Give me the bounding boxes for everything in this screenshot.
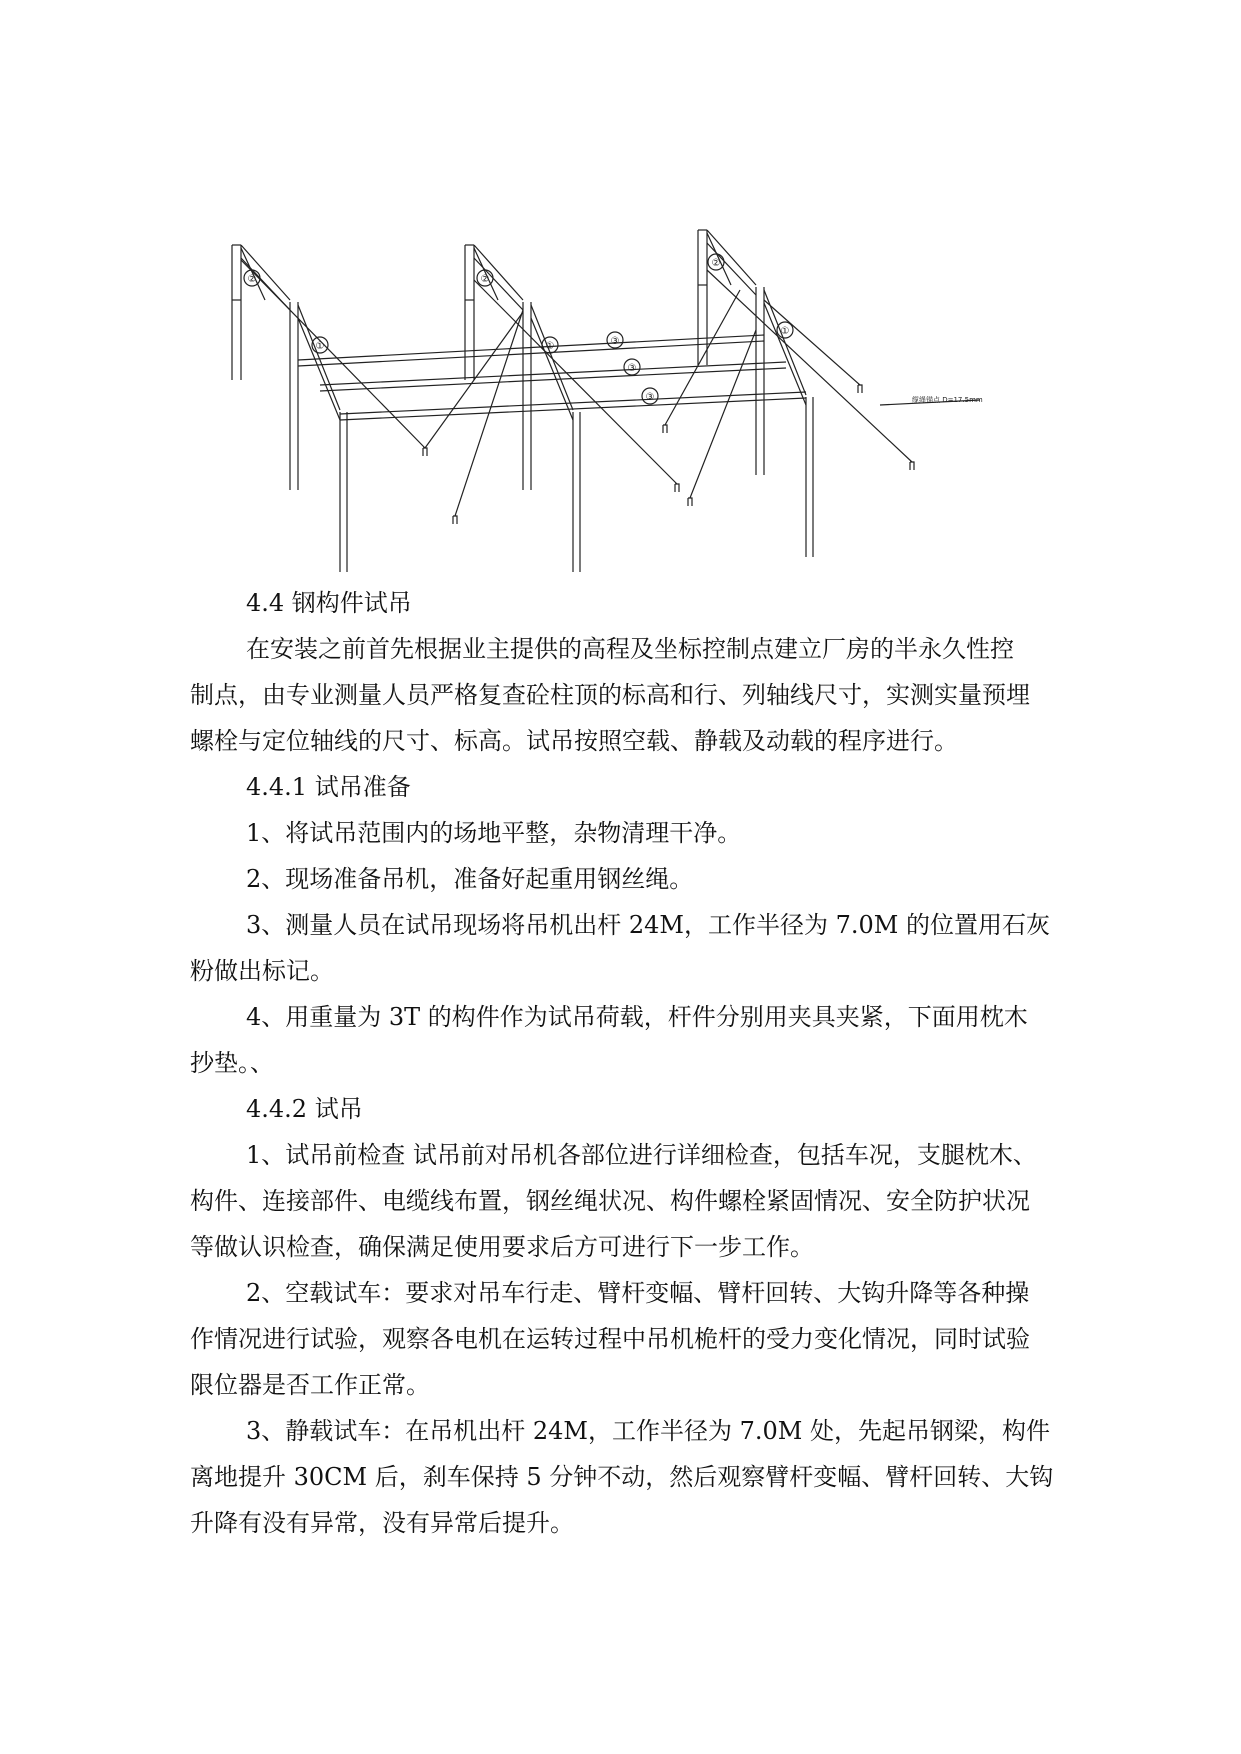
steel-frame-drawing xyxy=(0,0,1241,600)
list-item-continuation: 构件、连接部件、电缆线布置，钢丝绳状况、构件螺栓紧固情况、安全防护状况 xyxy=(190,1187,1030,1215)
list-item: 4、用重量为 3T 的构件作为试吊荷载，杆件分别用夹具夹紧，下面用枕木 xyxy=(246,1003,1028,1031)
circle-label: ① xyxy=(545,341,555,352)
list-item-continuation: 离地提升 30CM 后，刹车保持 5 分钟不动，然后观察臂杆变幅、臂杆回转、大钩 xyxy=(190,1463,1054,1491)
section-heading-4-4-2: 4.4.2 试吊 xyxy=(246,1095,363,1123)
list-item: 2、现场准备吊机，准备好起重用钢丝绳。 xyxy=(246,865,694,893)
circle-label: ① xyxy=(315,341,325,352)
list-item-continuation: 粉做出标记。 xyxy=(190,957,334,985)
circle-label: ③ xyxy=(645,392,655,403)
list-item-continuation: 抄垫。、 xyxy=(190,1049,274,1077)
list-item-continuation: 作情况进行试验，观察各电机在运转过程中吊机桅杆的受力变化情况，同时试验 xyxy=(190,1325,1030,1353)
section-heading-4-4-1: 4.4.1 试吊准备 xyxy=(246,773,411,801)
circle-label: ② xyxy=(480,274,490,285)
section-heading-4-4: 4.4 钢构件试吊 xyxy=(246,589,412,617)
circle-label: ③ xyxy=(627,363,637,374)
paragraph-line: 螺栓与定位轴线的尺寸、标高。试吊按照空载、静载及动载的程序进行。 xyxy=(190,727,958,755)
frame-1 xyxy=(232,245,347,572)
anchor-hooks xyxy=(423,385,914,524)
circle-label: ② xyxy=(711,258,721,269)
leader-label: 缆绳锚点 D=17.5mm xyxy=(912,396,983,404)
circle-label: ③ xyxy=(610,336,620,347)
guy-wires xyxy=(241,260,980,516)
list-item-continuation: 限位器是否工作正常。 xyxy=(190,1371,430,1399)
list-item: 1、试吊前检查 试吊前对吊机各部位进行详细检查，包括车况，支腿枕木、 xyxy=(246,1141,1037,1169)
circle-label: ② xyxy=(247,274,257,285)
list-item: 1、将试吊范围内的场地平整，杂物清理干净。 xyxy=(246,819,742,847)
paragraph-line: 制点，由专业测量人员严格复查砼柱顶的标高和行、列轴线尺寸，实测实量预埋 xyxy=(190,681,1030,709)
list-item: 3、测量人员在试吊现场将吊机出杆 24M，工作半径为 7.0M 的位置用石灰 xyxy=(246,911,1051,939)
list-item-continuation: 升降有没有异常，没有异常后提升。 xyxy=(190,1509,574,1537)
list-item: 2、空载试车：要求对吊车行走、臂杆变幅、臂杆回转、大钩升降等各种操 xyxy=(246,1279,1030,1307)
list-item: 3、静载试车：在吊机出杆 24M，工作半径为 7.0M 处，先起吊钢梁，构件 xyxy=(246,1417,1051,1445)
frame-3 xyxy=(698,230,813,557)
circle-label: ① xyxy=(780,326,790,337)
paragraph-line: 在安装之前首先根据业主提供的高程及坐标控制点建立厂房的半永久性控 xyxy=(246,635,1014,663)
frame-2 xyxy=(465,245,580,572)
list-item-continuation: 等做认识检查，确保满足使用要求后方可进行下一步工作。 xyxy=(190,1233,814,1261)
